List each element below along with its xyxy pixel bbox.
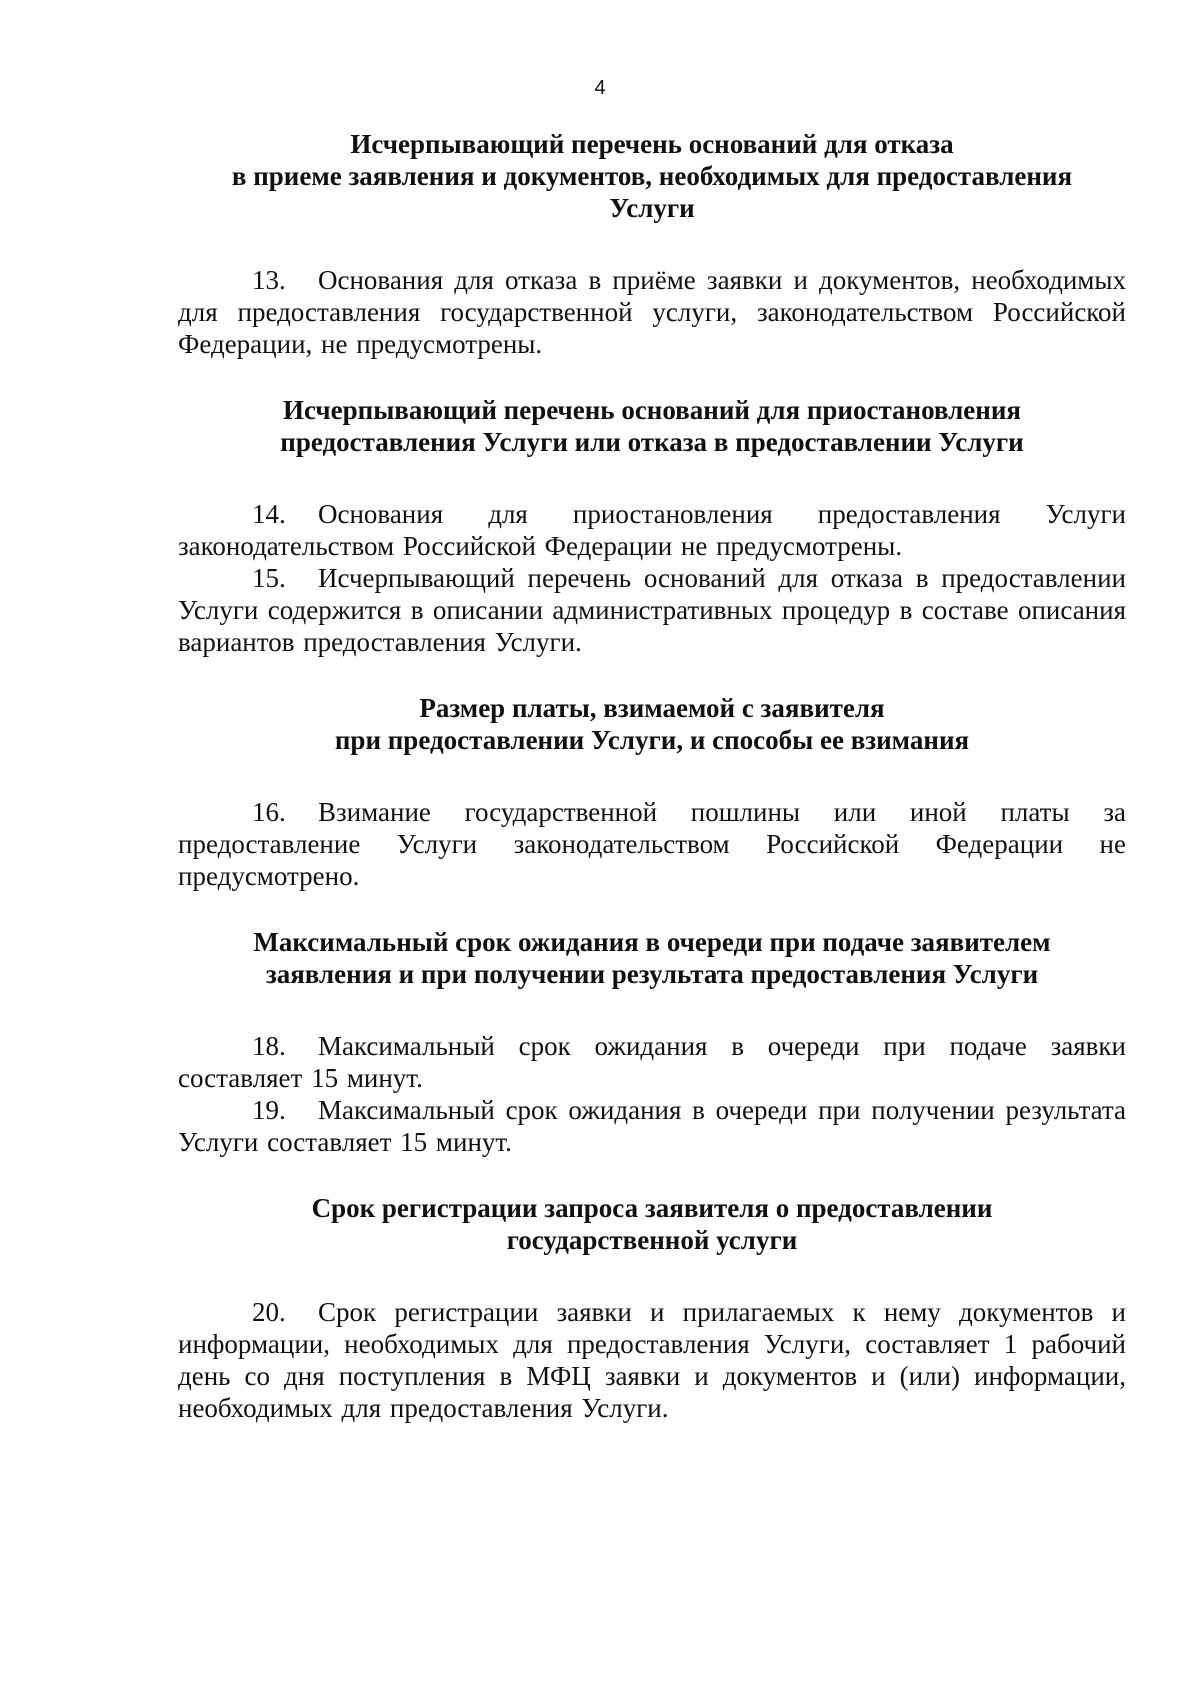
paragraph-number: 14.: [252, 499, 286, 529]
heading-line: государственной услуги: [506, 1225, 798, 1255]
paragraph-number: 13.: [252, 265, 286, 295]
numbered-paragraph: [178, 562, 1126, 658]
section-heading: [178, 128, 1126, 224]
numbered-paragraph: [178, 796, 1126, 892]
section-heading: [178, 394, 1126, 458]
heading-line: Максимальный срок ожидания в очереди при подаче заявителем: [253, 927, 1051, 957]
paragraph-text: Максимальный срок ожидания в очереди при подаче заявки составляет 15 минут.: [178, 1031, 1126, 1093]
heading-line: Услуги: [609, 193, 695, 223]
paragraph-number: 18.: [252, 1031, 286, 1061]
paragraph-text: Основания для приостановления предоставления Услуги законодательством Российской Федерации не предусмотрены.: [178, 499, 1126, 561]
paragraph-text: Взимание государственной пошлины или иной платы за предоставление Услуги законодательством Российской Федерации не предусмотрено.: [178, 797, 1126, 891]
paragraph-text: Исчерпывающий перечень оснований для отказа в предоставлении Услуги содержится в описании административных процедур в составе описания вариантов предоставления Услуги.: [178, 563, 1126, 657]
paragraph-number: 16.: [252, 797, 286, 827]
paragraph-text: Основания для отказа в приёме заявки и документов, необходимых для предоставления государственной услуги, законодательством Российской Федерации, не предусмотрены.: [178, 265, 1126, 359]
page-number: 4: [594, 77, 606, 99]
document-body: [178, 128, 1126, 1424]
section-heading: [178, 926, 1126, 990]
heading-line: Исчерпывающий перечень оснований для отказа: [350, 129, 954, 159]
paragraph-number: 20.: [252, 1297, 286, 1327]
section-heading: [178, 1192, 1126, 1256]
paragraph-number: 15.: [252, 563, 286, 593]
section: [178, 692, 1126, 892]
paragraph-number: 19.: [252, 1095, 286, 1125]
section-heading: [178, 692, 1126, 756]
section: [178, 1192, 1126, 1424]
heading-line: предоставления Услуги или отказа в предоставлении Услуги: [280, 427, 1024, 457]
numbered-paragraph: [178, 264, 1126, 360]
paragraph-text: Срок регистрации заявки и прилагаемых к нему документов и информации, необходимых для предоставления Услуги, составляет 1 рабочий день со дня поступления в МФЦ заявки и документов и (или) информации, необходимых для предоставления Услуги.: [178, 1297, 1126, 1423]
numbered-paragraph: [178, 1030, 1126, 1094]
heading-line: Срок регистрации запроса заявителя о предоставлении: [311, 1193, 993, 1223]
numbered-paragraph: [178, 1094, 1126, 1158]
numbered-paragraph: [178, 1296, 1126, 1424]
paragraph-text: Максимальный срок ожидания в очереди при получении результата Услуги составляет 15 минут.: [178, 1095, 1126, 1157]
numbered-paragraph: [178, 498, 1126, 562]
section: [178, 926, 1126, 1158]
heading-line: заявления и при получении результата предоставления Услуги: [265, 959, 1039, 989]
heading-line: в приеме заявления и документов, необходимых для предоставления: [231, 161, 1073, 191]
heading-line: при предоставлении Услуги, и способы ее взимания: [334, 725, 970, 755]
heading-line: Размер платы, взимаемой с заявителя: [419, 693, 885, 723]
heading-line: Исчерпывающий перечень оснований для приостановления: [282, 395, 1022, 425]
section: [178, 394, 1126, 658]
section: [178, 128, 1126, 360]
